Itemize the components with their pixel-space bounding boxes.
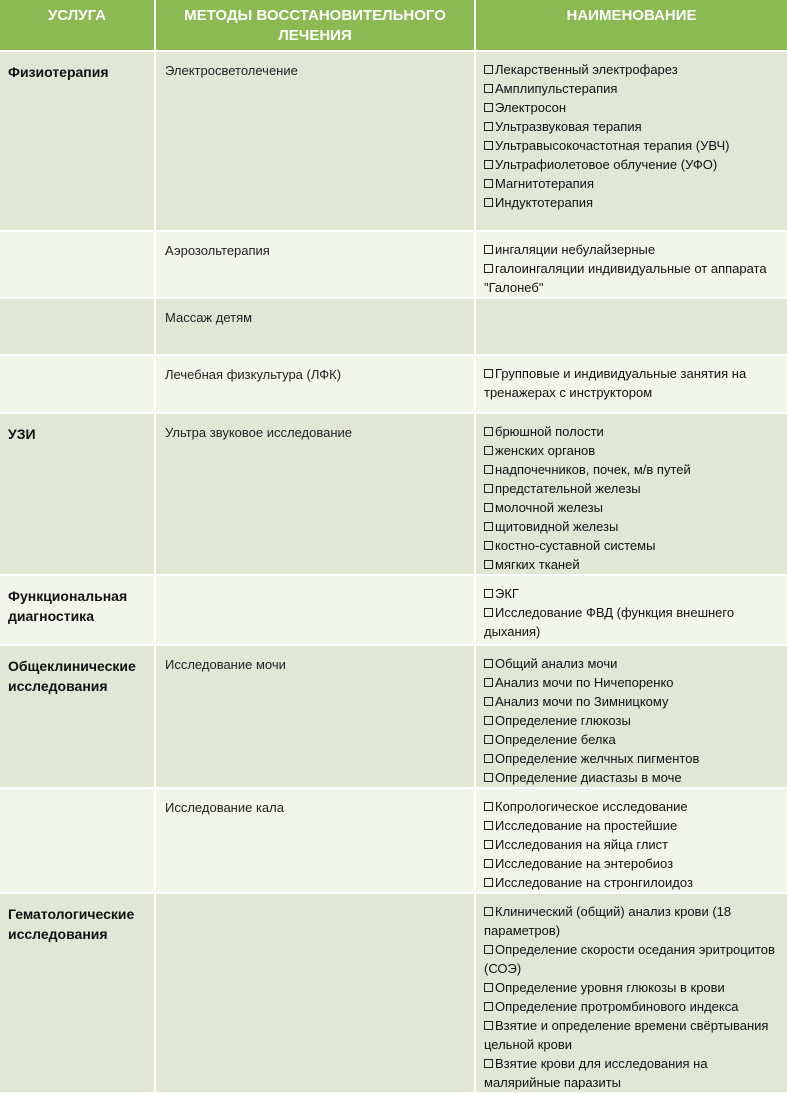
list-item-text: мягких тканей xyxy=(495,557,580,572)
method-label: Лечебная физкультура (ЛФК) xyxy=(165,367,342,382)
list-item-text: Анализ мочи по Зимницкому xyxy=(495,694,669,709)
header-name: НАИМЕНОВАНИЕ xyxy=(475,0,787,51)
list-item xyxy=(484,1054,779,1092)
list-item-text: Ультразвуковая терапия xyxy=(495,119,642,134)
service-label: Гематологические исследования xyxy=(8,906,135,942)
list-item xyxy=(484,498,779,517)
list-item-text: Взятие крови для исследования на малярийные паразиты xyxy=(484,1056,708,1090)
service-label: Функциональная диагностика xyxy=(8,588,128,624)
list-item-text: Определение протромбинового индекса xyxy=(495,999,739,1014)
list-item xyxy=(484,517,779,536)
list-item xyxy=(484,835,779,854)
checkbox-icon xyxy=(484,659,493,668)
checkbox-icon xyxy=(484,840,493,849)
names-cell xyxy=(475,645,787,788)
list-item-text: Определение желчных пигментов xyxy=(495,751,700,766)
checkbox-icon xyxy=(484,369,493,378)
method-label: Массаж детям xyxy=(165,310,253,325)
service-cell xyxy=(0,51,155,231)
list-item-text: Электросон xyxy=(495,100,567,115)
table-body xyxy=(0,51,787,1093)
table-row xyxy=(0,413,787,575)
service-label xyxy=(0,789,154,799)
table-row xyxy=(0,231,787,298)
list-item-text: Амплипульстерапия xyxy=(495,81,618,96)
list-item xyxy=(484,136,779,155)
list-item-text: галоингаляции индивидуальные от аппарата "Галонеб" xyxy=(484,261,767,295)
list-item-text: костно-суставной системы xyxy=(495,538,656,553)
list-item xyxy=(484,174,779,193)
table-row xyxy=(0,893,787,1093)
method-cell xyxy=(155,51,475,231)
checkbox-icon xyxy=(484,160,493,169)
names-cell xyxy=(475,298,787,355)
list-item-text: Лекарственный электрофарез xyxy=(495,62,678,77)
checkbox-icon xyxy=(484,678,493,687)
list-item xyxy=(484,1016,779,1054)
table-row xyxy=(0,51,787,231)
list-item xyxy=(484,259,779,297)
checkbox-icon xyxy=(484,465,493,474)
checkbox-icon xyxy=(484,1059,493,1068)
list-item-text: ЭКГ xyxy=(495,586,519,601)
list-item xyxy=(484,692,779,711)
service-label xyxy=(0,356,154,366)
list-item xyxy=(484,940,779,978)
list-item xyxy=(484,797,779,816)
service-cell xyxy=(0,355,155,413)
checkbox-icon xyxy=(484,103,493,112)
checkbox-icon xyxy=(484,608,493,617)
names-list xyxy=(476,232,787,297)
names-cell xyxy=(475,893,787,1093)
method-cell xyxy=(155,231,475,298)
checkbox-icon xyxy=(484,141,493,150)
header-methods: МЕТОДЫ ВОССТАНОВИТЕЛЬНОГО ЛЕЧЕНИЯ xyxy=(155,0,475,51)
service-label: Физиотерапия xyxy=(8,64,109,80)
table-row xyxy=(0,575,787,645)
table-row xyxy=(0,298,787,355)
list-item-text: Клинический (общий) анализ крови (18 параметров) xyxy=(484,904,732,938)
checkbox-icon xyxy=(484,264,493,273)
method-cell xyxy=(155,298,475,355)
list-item xyxy=(484,193,779,212)
names-list xyxy=(476,646,787,787)
list-item xyxy=(484,816,779,835)
list-item xyxy=(484,555,779,574)
list-item xyxy=(484,673,779,692)
checkbox-icon xyxy=(484,773,493,782)
checkbox-icon xyxy=(484,716,493,725)
checkbox-icon xyxy=(484,754,493,763)
service-cell xyxy=(0,575,155,645)
list-item-text: Копрологическое исследование xyxy=(495,799,688,814)
list-item-text: Ультравысокочастотная терапия (УВЧ) xyxy=(495,138,730,153)
service-cell xyxy=(0,298,155,355)
checkbox-icon xyxy=(484,1021,493,1030)
list-item-text: женских органов xyxy=(495,443,596,458)
list-item-text: ингаляции небулайзерные xyxy=(495,242,656,257)
names-cell xyxy=(475,413,787,575)
names-cell xyxy=(475,788,787,893)
checkbox-icon xyxy=(484,65,493,74)
list-item xyxy=(484,978,779,997)
list-item-text: Исследование на энтеробиоз xyxy=(495,856,674,871)
checkbox-icon xyxy=(484,179,493,188)
list-item-text: Анализ мочи по Ничепоренко xyxy=(495,675,674,690)
list-item xyxy=(484,98,779,117)
checkbox-icon xyxy=(484,821,493,830)
checkbox-icon xyxy=(484,735,493,744)
checkbox-icon xyxy=(484,802,493,811)
service-label: Общеклинические исследования xyxy=(8,658,136,694)
list-item-text: Исследование на стронгилоидоз xyxy=(495,875,693,890)
checkbox-icon xyxy=(484,541,493,550)
checkbox-icon xyxy=(484,945,493,954)
method-cell xyxy=(155,645,475,788)
checkbox-icon xyxy=(484,84,493,93)
header-row xyxy=(0,0,787,51)
names-cell xyxy=(475,51,787,231)
checkbox-icon xyxy=(484,983,493,992)
checkbox-icon xyxy=(484,522,493,531)
list-item xyxy=(484,749,779,768)
names-list xyxy=(476,299,787,307)
method-cell xyxy=(155,575,475,645)
list-item xyxy=(484,997,779,1016)
checkbox-icon xyxy=(484,859,493,868)
list-item-text: Определение диастазы в моче xyxy=(495,770,682,785)
service-label xyxy=(0,299,154,309)
checkbox-icon xyxy=(484,245,493,254)
list-item-text: щитовидной железы xyxy=(495,519,619,534)
method-label: Исследование кала xyxy=(165,800,284,815)
method-cell xyxy=(155,893,475,1093)
list-item-text: Исследование ФВД (функция внешнего дыхания) xyxy=(484,605,735,639)
list-item xyxy=(484,155,779,174)
names-list xyxy=(476,576,787,641)
method-label: Аэрозольтерапия xyxy=(165,243,270,258)
checkbox-icon xyxy=(484,122,493,131)
list-item xyxy=(484,441,779,460)
method-label: Электросветолечение xyxy=(165,63,298,78)
list-item-text: Исследование на простейшие xyxy=(495,818,678,833)
names-cell xyxy=(475,355,787,413)
list-item-text: надпочечников, почек, м/в путей xyxy=(495,462,691,477)
method-label: Ультра звуковое исследование xyxy=(165,425,353,440)
list-item-text: Индуктотерапия xyxy=(495,195,594,210)
table-row xyxy=(0,788,787,893)
list-item xyxy=(484,654,779,673)
service-cell xyxy=(0,645,155,788)
checkbox-icon xyxy=(484,907,493,916)
service-cell xyxy=(0,413,155,575)
list-item-text: Общий анализ мочи xyxy=(495,656,618,671)
checkbox-icon xyxy=(484,697,493,706)
list-item-text: Исследования на яйца глист xyxy=(495,837,669,852)
list-item-text: Групповые и индивидуальные занятия на тренажерах с инструктором xyxy=(484,366,747,400)
list-item xyxy=(484,768,779,787)
list-item xyxy=(484,873,779,892)
names-cell xyxy=(475,231,787,298)
service-label: УЗИ xyxy=(8,426,36,442)
service-cell xyxy=(0,231,155,298)
list-item-text: предстательной железы xyxy=(495,481,641,496)
list-item xyxy=(484,79,779,98)
list-item xyxy=(484,902,779,940)
list-item xyxy=(484,603,779,641)
list-item xyxy=(484,730,779,749)
list-item-text: брюшной полости xyxy=(495,424,604,439)
header-service: УСЛУГА xyxy=(0,0,155,51)
service-label xyxy=(0,232,154,242)
checkbox-icon xyxy=(484,427,493,436)
checkbox-icon xyxy=(484,560,493,569)
method-cell xyxy=(155,355,475,413)
service-cell xyxy=(0,788,155,893)
list-item-text: Определение глюкозы xyxy=(495,713,631,728)
method-cell xyxy=(155,788,475,893)
names-list xyxy=(476,894,787,1092)
list-item-text: Магнитотерапия xyxy=(495,176,594,191)
method-cell xyxy=(155,413,475,575)
checkbox-icon xyxy=(484,878,493,887)
names-list xyxy=(476,52,787,212)
list-item-text: Определение уровня глюкозы в крови xyxy=(495,980,725,995)
list-item xyxy=(484,460,779,479)
names-list xyxy=(476,789,787,892)
names-list xyxy=(476,356,787,402)
checkbox-icon xyxy=(484,503,493,512)
method-label xyxy=(156,576,474,585)
list-item xyxy=(484,422,779,441)
table-row xyxy=(0,645,787,788)
list-item xyxy=(484,60,779,79)
checkbox-icon xyxy=(484,1002,493,1011)
checkbox-icon xyxy=(484,446,493,455)
list-item xyxy=(484,854,779,873)
list-item-text: Взятие и определение времени свёртывания цельной крови xyxy=(484,1018,769,1052)
list-item xyxy=(484,240,779,259)
checkbox-icon xyxy=(484,198,493,207)
checkbox-icon xyxy=(484,484,493,493)
list-item xyxy=(484,117,779,136)
method-label xyxy=(156,894,474,903)
list-item-text: Определение белка xyxy=(495,732,616,747)
list-item xyxy=(484,536,779,555)
table-row xyxy=(0,355,787,413)
method-label: Исследование мочи xyxy=(165,657,286,672)
list-item xyxy=(484,479,779,498)
list-item-text: молочной железы xyxy=(495,500,603,515)
list-item-text: Ультрафиолетовое облучение (УФО) xyxy=(495,157,718,172)
list-item xyxy=(484,711,779,730)
list-item-text: Определение скорости оседания эритроцитов (СОЭ) xyxy=(484,942,775,976)
names-list xyxy=(476,414,787,574)
checkbox-icon xyxy=(484,589,493,598)
names-cell xyxy=(475,575,787,645)
service-cell xyxy=(0,893,155,1093)
list-item xyxy=(484,584,779,603)
list-item xyxy=(484,364,779,402)
